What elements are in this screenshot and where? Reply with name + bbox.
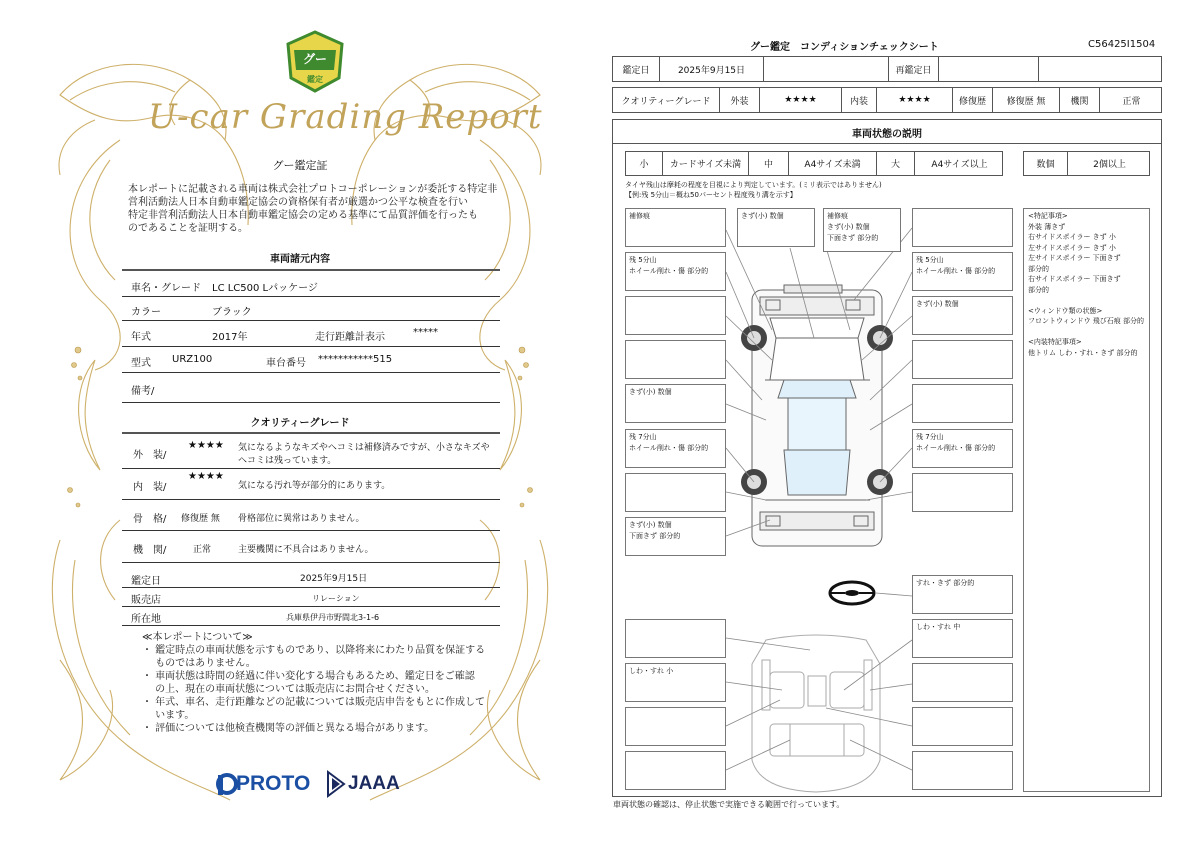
dealer-value: リレーション (312, 594, 360, 603)
exterior-stars: ★★★★ (188, 440, 224, 451)
damage-note: ホイール削れ・傷 部分的 (916, 267, 996, 275)
damage-box-left-1 (625, 208, 726, 247)
damage-box-left-8 (625, 517, 726, 556)
jaaa-logo-text: JAAA (348, 773, 400, 794)
model-value: URZ100 (172, 354, 213, 365)
sheet-id: C56425I1504 (1088, 39, 1156, 50)
color-label: カラー (131, 307, 161, 318)
note-line: ・ 年式、車名、走行距離などの記載については販売店申告をもとに作成して (142, 697, 485, 708)
damage-note: きず(小) 数個 (916, 300, 959, 308)
script-title: U-car Grading Report (148, 97, 543, 137)
damage-box-left-3 (625, 296, 726, 335)
interior-box-left-3 (625, 707, 726, 746)
damage-note: きず(小) 数個 (741, 212, 784, 220)
mileage-value: ***** (413, 327, 438, 338)
tire-note: タイヤ残山は摩耗の程度を目視により判定しています。(ミリ表示ではありません) (625, 181, 882, 189)
appraisal-date-value: 2025年9月15日 (300, 574, 368, 584)
interior-box-right-4 (912, 751, 1013, 790)
damage-box-right-7 (912, 473, 1013, 512)
model-label: 型式 (131, 358, 151, 369)
legend-count: 数個 (1036, 160, 1055, 170)
note-line: 部分的 (1028, 285, 1049, 294)
damage-note: ホイール削れ・傷 部分的 (916, 444, 996, 452)
damage-note: ホイール削れ・傷 部分的 (629, 444, 709, 452)
interior-stars: ★★★★ (898, 95, 931, 105)
proto-logo-text: PROTO (236, 772, 311, 795)
legend-large-desc: A4サイズ以上 (931, 160, 988, 170)
note-line: <ウィンドウ類の状態> (1028, 306, 1103, 315)
exterior-desc: 気になるようなキズやヘコミは補修済みですが、小さなキズや (238, 443, 490, 453)
exterior-stars: ★★★★ (784, 95, 817, 105)
proto-logo-mark (216, 772, 238, 796)
svg-text:グー: グー (302, 52, 328, 66)
tire-note-example: 【例:残 5分山＝概ね50パーセント程度残り溝を示す】 (625, 191, 797, 199)
damage-box-right-4 (912, 340, 1013, 379)
report-notes (142, 644, 485, 735)
intro-line: 本レポートに記載される車両は株式会社プロトコーポレーションが委託する特定非 (128, 184, 498, 195)
note-line: 左サイドスポイラー きず 小 (1028, 243, 1116, 252)
appraisal-date-label: 鑑定日 (131, 576, 161, 587)
svg-text:鑑定: 鑑定 (307, 75, 323, 84)
note-line: 左サイドスポイラー 下面きず (1028, 254, 1121, 262)
mileage-label: 走行距離計表示 (315, 332, 385, 343)
engine-label: 機 関/ (133, 545, 167, 556)
certificate-title: グー鑑定証 (272, 159, 328, 172)
interior-box-right-2 (912, 663, 1013, 702)
note-line: ・ 鑑定時点の車両状態を示すものであり、以降将来にわたり品質を保証する (142, 645, 486, 656)
interior-box-left-1 (625, 619, 726, 658)
date-label: 鑑定日 (622, 65, 650, 76)
intro-text (128, 183, 497, 235)
damage-note: 補修痕 (629, 212, 650, 220)
jaaa-logo-mark (326, 770, 346, 798)
damage-box-top-2 (823, 208, 901, 252)
goo-emblem-logo (284, 30, 346, 94)
address-value: 兵庫県伊丹市野間北3-1-6 (286, 613, 380, 622)
damage-note: すれ・きず 部分的 (916, 579, 975, 587)
interior-box-left-4 (625, 751, 726, 790)
damage-note: 残 7分山 (629, 433, 657, 441)
damage-box-left-5 (625, 384, 726, 423)
sheet-title: グー鑑定 コンディションチェックシート (750, 42, 939, 53)
engine-desc: 主要機関に不具合はありません。 (238, 545, 374, 555)
note-line: 他トリム しわ・すれ・きず 部分的 (1028, 348, 1138, 357)
exterior-desc: ヘコミは残っています。 (238, 456, 337, 466)
exterior-label: 外 装/ (133, 450, 167, 461)
repair-label: 修復歴 (958, 96, 986, 107)
note-line: ものではありません。 (142, 658, 256, 669)
note-line: <特記事項> (1028, 212, 1068, 220)
notes-title: ≪本レポートについて≫ (142, 632, 253, 643)
note-line (1028, 327, 1145, 338)
chassis-value: ***********515 (318, 354, 393, 365)
intro-line: 特定非営利活動法人日本自動車鑑定協会の定める基準にて品質評価を行ったも (128, 210, 478, 221)
footer-note: 車両状態の確認は、停止状態で実施できる範囲で行っています。 (613, 800, 845, 809)
frame-value: 修復歴 無 (181, 514, 220, 524)
note-line: フロントウィンドウ 飛び石痕 部分的 (1028, 317, 1145, 325)
damage-note: 補修痕 (827, 212, 848, 220)
intro-line: のであることを証明する。 (128, 223, 248, 234)
note-line: ・ 車両状態は時間の経過に伴い変化する場合もあるため、鑑定日をご確認 (142, 671, 475, 682)
car-name-value: LC LC500 Lパッケージ (212, 283, 318, 294)
interior-box-left-2 (625, 663, 726, 702)
legend-small: 小 (639, 160, 649, 170)
damage-box-left-2 (625, 252, 726, 291)
interior-box-right-1 (912, 619, 1013, 658)
engine-value: 正常 (1122, 96, 1141, 107)
note-line: 外装 薄きず (1028, 222, 1066, 231)
damage-note: 残 5分山 (916, 256, 944, 264)
steering-box (912, 575, 1013, 614)
legend-count-desc: 2個以上 (1093, 160, 1126, 170)
year-value: 2017年 (212, 332, 248, 343)
note-line: 右サイドスポイラー きず 小 (1028, 233, 1116, 241)
damage-box-right-1 (912, 208, 1013, 247)
reinspect-label: 再鑑定日 (895, 65, 932, 76)
damage-note: きず(小) 数個 (629, 521, 672, 529)
engine-label: 機関 (1070, 96, 1089, 107)
engine-value: 正常 (193, 545, 212, 555)
state-title: 車両状態の説明 (852, 129, 922, 140)
damage-note: しわ・すれ 中 (916, 623, 961, 631)
special-notes-panel (1023, 208, 1150, 792)
damage-box-right-6 (912, 429, 1013, 468)
damage-note: 残 7分山 (916, 433, 944, 441)
legend-large: 大 (890, 160, 900, 170)
note-line (1028, 295, 1145, 306)
note-line: <内装特記事項> (1028, 338, 1082, 346)
repair-value: 修復歴 無 (1006, 96, 1046, 107)
car-name-label: 車名・グレード (131, 283, 201, 294)
interior-stars: ★★★★ (188, 471, 224, 482)
note-line: ・ 評価については他検査機関等の評価と異なる場合があります。 (142, 723, 435, 734)
interior-label: 内装 (849, 96, 868, 107)
damage-note: 下面きず 部分的 (827, 234, 879, 242)
remarks-label: 備考/ (131, 386, 155, 397)
legend-small-desc: カードサイズ未満 (669, 160, 742, 170)
dealer-label: 販売店 (131, 595, 161, 606)
damage-box-top-1 (737, 208, 815, 247)
damage-note: きず(小) 数個 (629, 388, 672, 396)
damage-note: 下面きず 部分的 (629, 532, 681, 540)
damage-box-right-2 (912, 252, 1013, 291)
quality-grade-label: クオリティーグレード (621, 96, 711, 107)
interior-box-right-3 (912, 707, 1013, 746)
damage-note: しわ・すれ 小 (629, 667, 674, 675)
frame-label: 骨 格/ (133, 514, 167, 525)
address-label: 所在地 (131, 614, 161, 625)
frame-desc: 骨格部位に異常はありません。 (238, 514, 365, 524)
spec-heading: 車両諸元内容 (270, 254, 330, 265)
note-line: 部分的 (1028, 264, 1049, 273)
chassis-label: 車台番号 (266, 358, 306, 369)
grade-heading: クオリティーグレード (250, 418, 350, 429)
damage-note: ホイール削れ・傷 部分的 (629, 267, 709, 275)
condition-check-sheet (600, 0, 1200, 848)
damage-box-left-4 (625, 340, 726, 379)
year-label: 年式 (131, 332, 151, 343)
damage-note: きず(小) 数個 (827, 223, 870, 231)
date-value: 2025年9月15日 (677, 65, 746, 76)
note-line: の上、現在の車両状態については販売店にお問合せください。 (142, 684, 435, 695)
note-line: 右サイドスポイラー 下面きず (1028, 275, 1121, 283)
damage-box-right-5 (912, 384, 1013, 423)
color-value: ブラック (212, 307, 252, 318)
exterior-label: 外装 (730, 96, 749, 107)
interior-desc: 気になる汚れ等が部分的にあります。 (238, 481, 391, 491)
legend-medium-desc: A4サイズ未満 (804, 160, 861, 170)
damage-box-left-7 (625, 473, 726, 512)
damage-box-left-6 (625, 429, 726, 468)
note-line: います。 (142, 710, 195, 721)
damage-box-right-3 (912, 296, 1013, 335)
interior-label: 内 装/ (133, 482, 167, 493)
legend-medium: 中 (763, 160, 773, 170)
damage-note: 残 5分山 (629, 256, 657, 264)
intro-line: 営利活動法人日本自動車鑑定協会の資格保有者が厳選かつ公平な検査を行い (128, 197, 468, 208)
